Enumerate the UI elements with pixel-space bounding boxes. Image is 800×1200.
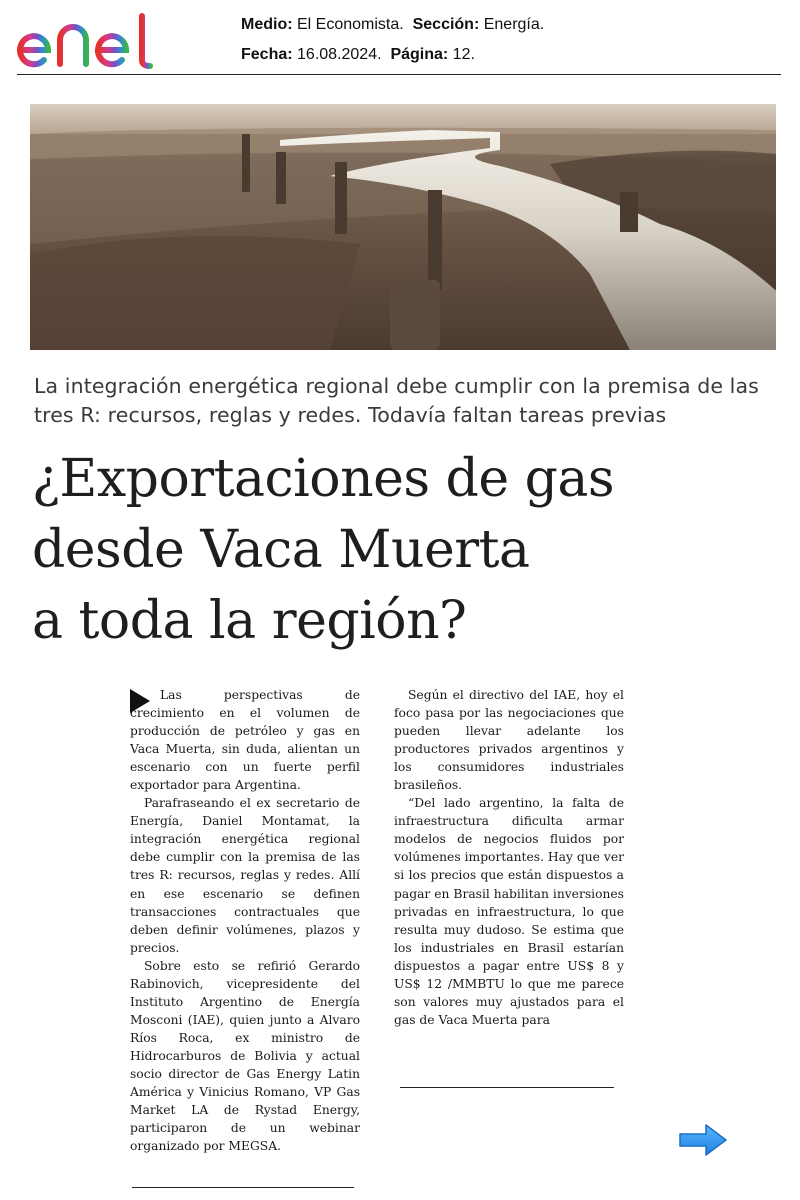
enel-logo (14, 6, 184, 72)
column-end-divider (132, 1187, 354, 1188)
headline-line: a toda la región? (32, 591, 467, 651)
fecha-value: 16.08.2024. (292, 46, 382, 63)
article-column-left (130, 686, 360, 1155)
pagina-label: Página: (390, 46, 449, 63)
arrow-right-icon[interactable] (678, 1123, 728, 1157)
paragraph: “Del lado argentino, la falta de infraestructura dificulta armar modelos de negocios fluidos por volúmenes importantes. Hay que ver si los precios que están dispuestos a pagar en Brasil habilitan inversiones privadas en infraestructura, lo que resulta muy dudoso. Se estima que los industriales en Brasil estarían dispuestos a pagar entre US$ 8 y US$ 12 /MMBTU lo que me parece son valores muy ajustados para el gas de Vaca Muerta para (394, 796, 624, 1027)
headline-line: desde Vaca Muerta (32, 520, 530, 580)
medio-label: Medio: (241, 16, 293, 33)
fecha-label: Fecha: (241, 46, 293, 63)
article-subtitle: La integración energética regional debe cumplir con la premisa de las tres R: recursos, reglas y redes. Todavía faltan tareas previas (34, 374, 759, 427)
column-end-divider (400, 1087, 614, 1088)
paragraph: Parafraseando el ex secretario de Energía, Daniel Montamat, la integración energética regional debe cumplir con la premisa de las tres R: recursos, reglas y redes. Allí en ese escenario se definen transacciones contractuales que deben definir volúmenes, plazos y precios. (130, 796, 360, 955)
paragraph: Las perspectivas de crecimiento en el volumen de producción de petróleo y gas en Vaca Muerta, sin duda, alientan un escenario con un fuerte perfil exportador para Argentina. (130, 688, 360, 793)
meta-line-1 (241, 10, 544, 40)
paragraph: Sobre esto se refirió Gerardo Rabinovich, vicepresidente del Instituto Argentino de Energía Mosconi (IAE), quien junto a Alvaro Ríos Roca, ex ministro de Hidrocarburos de Bolivia y actual socio director de Gas Energy Latin América y Vinicius Romano, VP Gas Market LA de Rystad Energy, participaron de un webinar organizado por MEGSA. (130, 958, 360, 1154)
article-headline (32, 444, 782, 657)
article-column-right (394, 686, 624, 1029)
pagina-value: 12. (448, 46, 475, 63)
paragraph: Según el directivo del IAE, hoy el foco pasa por las negociaciones que pueden llevar adelante los productores privados argentinos y los consumidores industriales brasileños. (394, 688, 624, 793)
medio-value: El Economista. (292, 16, 404, 33)
publication-meta (241, 10, 544, 70)
seccion-label: Sección: (412, 16, 480, 33)
pipeline-photo (30, 104, 776, 350)
meta-line-2 (241, 40, 544, 70)
seccion-value: Energía. (479, 16, 545, 33)
header-divider (17, 74, 781, 75)
headline-line: ¿Exportaciones de gas (32, 449, 615, 509)
